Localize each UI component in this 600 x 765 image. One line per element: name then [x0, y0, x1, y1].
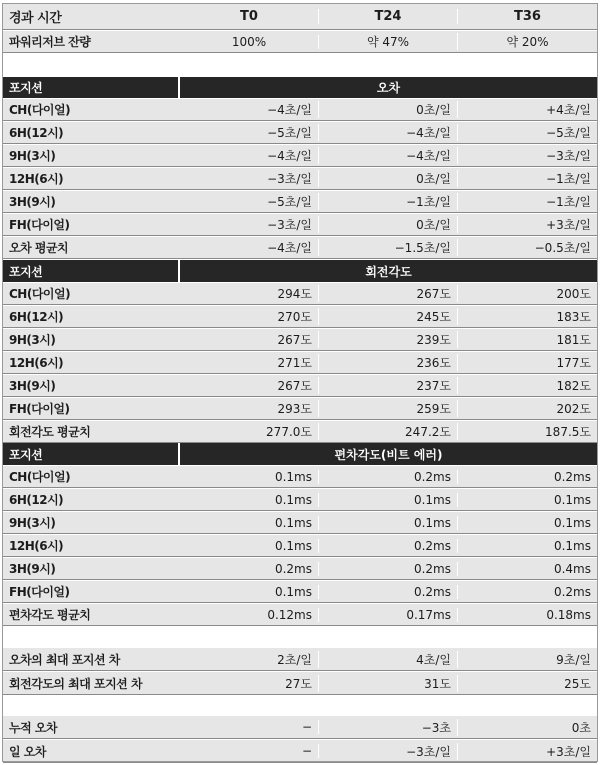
cumulative-t36-value: +3초/일 — [546, 744, 591, 759]
beat-error-row — [3, 535, 597, 557]
cumulative-t0-value: − — [180, 720, 319, 734]
amplitude-t24-value: 267도 — [319, 285, 458, 302]
error-position-label: 3H(9시) — [9, 195, 56, 209]
position-header-label: 포지션 — [3, 443, 180, 465]
max-diff-t24-value: 4초/일 — [319, 651, 458, 668]
beat-error-t0-value: 0.1ms — [180, 585, 319, 599]
error-t0-value: −3초/일 — [180, 216, 319, 233]
error-t36-value: −1초/일 — [546, 172, 591, 186]
beat-error-position-label: CH(다이얼) — [9, 470, 71, 484]
amplitude-t0-value: 277.0도 — [180, 423, 319, 440]
amplitude-t24-value: 245도 — [319, 308, 458, 325]
amplitude-row — [3, 283, 597, 305]
max-diff-row — [3, 672, 597, 695]
beat-error-position-label: 6H(12시) — [9, 493, 64, 507]
error-t24-value: −4초/일 — [319, 124, 458, 141]
beat-error-position-label: 편차각도 평균치 — [9, 608, 91, 622]
beat-error-t0-value: 0.1ms — [180, 493, 319, 507]
beat-error-t36-value: 0.1ms — [553, 515, 591, 530]
cumulative-row — [3, 716, 597, 739]
beat-error-row — [3, 604, 597, 626]
max-diff-t36-value: 9초/일 — [556, 652, 591, 667]
beat-section-title: 편차각도(비트 에러) — [334, 447, 443, 462]
amplitude-t36-value: 200도 — [556, 287, 591, 301]
amplitude-position-label: 3H(9시) — [9, 379, 56, 393]
amplitude-row — [3, 329, 597, 351]
power-reserve-t24: 약 47% — [319, 33, 458, 50]
amplitude-section-title: 회전각도 — [365, 264, 412, 279]
beat-error-t24-value: 0.1ms — [319, 493, 458, 507]
error-t0-value: −4초/일 — [180, 147, 319, 164]
amplitude-t0-value: 294도 — [180, 285, 319, 302]
max-diff-position-label: 회전각도의 최대 포지션 차 — [9, 676, 143, 691]
cumulative-position-label: 일 오차 — [9, 744, 46, 759]
col-t0-header: T0 — [180, 9, 319, 24]
amplitude-position-label: 9H(3시) — [9, 333, 56, 347]
amplitude-row — [3, 306, 597, 328]
elapsed-time-label: 경과 시간 — [9, 11, 62, 26]
beat-error-t36-value: 0.2ms — [553, 469, 591, 484]
beat-error-t24-value: 0.2ms — [319, 539, 458, 553]
error-t0-value: −5초/일 — [180, 193, 319, 210]
error-position-label: FH(다이얼) — [9, 218, 70, 232]
col-t36-header: T36 — [514, 9, 541, 24]
amplitude-position-label: FH(다이얼) — [9, 402, 70, 416]
amplitude-t24-value: 236도 — [319, 354, 458, 371]
error-position-label: CH(다이얼) — [9, 103, 71, 117]
beat-error-t0-value: 0.12ms — [180, 608, 319, 622]
amplitude-row — [3, 375, 597, 397]
amplitude-t36-value: 182도 — [556, 379, 591, 393]
amplitude-row — [3, 398, 597, 420]
power-reserve-t0: 100% — [180, 35, 319, 49]
beat-error-t0-value: 0.1ms — [180, 470, 319, 484]
amplitude-row — [3, 352, 597, 374]
position-header-label: 포지션 — [3, 77, 180, 98]
beat-error-position-label: 12H(6시) — [9, 539, 64, 553]
beat-error-t0-value: 0.2ms — [180, 562, 319, 576]
amplitude-t0-value: 267도 — [180, 377, 319, 394]
beat-error-t0-value: 0.1ms — [180, 516, 319, 530]
amplitude-t24-value: 237도 — [319, 377, 458, 394]
power-reserve-row — [3, 31, 597, 53]
beat-error-t36-value: 0.4ms — [553, 561, 591, 576]
amplitude-t24-value: 239도 — [319, 331, 458, 348]
col-t24-header: T24 — [319, 9, 458, 24]
beat-error-row — [3, 489, 597, 511]
beat-error-position-label: 9H(3시) — [9, 516, 56, 530]
error-position-label: 12H(6시) — [9, 172, 64, 186]
amplitude-t0-value: 267도 — [180, 331, 319, 348]
error-row — [3, 122, 597, 144]
max-diff-row — [3, 648, 597, 671]
beat-error-position-label: FH(다이얼) — [9, 585, 70, 599]
beat-error-position-label: 3H(9시) — [9, 562, 56, 576]
amplitude-t36-value: 177도 — [556, 356, 591, 370]
amplitude-t0-value: 270도 — [180, 308, 319, 325]
amplitude-t24-value: 259도 — [319, 400, 458, 417]
amplitude-row — [3, 421, 597, 443]
error-t36-value: +3초/일 — [546, 218, 591, 232]
error-t36-value: −3초/일 — [546, 149, 591, 163]
beat-error-t0-value: 0.1ms — [180, 539, 319, 553]
beat-error-t24-value: 0.17ms — [319, 608, 458, 622]
error-row — [3, 214, 597, 236]
amplitude-position-label: 회전각도 평균치 — [9, 425, 91, 439]
elapsed-time-header-row — [3, 4, 597, 30]
cumulative-t0-value: − — [180, 744, 319, 758]
position-header-label: 포지션 — [3, 260, 180, 282]
beat-error-t36-value: 0.18ms — [546, 607, 591, 622]
error-t36-value: −1초/일 — [546, 195, 591, 209]
error-t24-value: −1초/일 — [319, 193, 458, 210]
amplitude-t0-value: 271도 — [180, 354, 319, 371]
beat-error-row — [3, 581, 597, 603]
beat-error-t24-value: 0.2ms — [319, 585, 458, 599]
max-diff-t36-value: 25도 — [564, 676, 591, 691]
error-t24-value: −1.5초/일 — [319, 239, 458, 256]
beat-error-row — [3, 512, 597, 534]
error-position-label: 9H(3시) — [9, 149, 56, 163]
beat-error-t24-value: 0.2ms — [319, 562, 458, 576]
error-row — [3, 237, 597, 259]
beat-error-t24-value: 0.1ms — [319, 516, 458, 530]
error-t36-value: −5초/일 — [546, 126, 591, 140]
error-section-header — [3, 77, 597, 98]
error-t0-value: −3초/일 — [180, 170, 319, 187]
error-row — [3, 99, 597, 121]
amplitude-t24-value: 247.2도 — [319, 423, 458, 440]
max-diff-t0-value: 27도 — [180, 675, 319, 692]
error-row — [3, 145, 597, 167]
error-t0-value: −4초/일 — [180, 101, 319, 118]
amplitude-t36-value: 181도 — [556, 333, 591, 347]
amplitude-section-header — [3, 260, 597, 282]
power-reserve-t36: 약 20% — [506, 35, 549, 49]
beat-error-t36-value: 0.1ms — [553, 492, 591, 507]
amplitude-t36-value: 183도 — [556, 310, 591, 324]
beat-error-t36-value: 0.1ms — [553, 538, 591, 553]
beat-error-row — [3, 466, 597, 488]
amplitude-t36-value: 187.5도 — [545, 425, 591, 439]
error-t24-value: 0초/일 — [319, 216, 458, 233]
error-t0-value: −4초/일 — [180, 239, 319, 256]
beat-error-row — [3, 558, 597, 580]
error-t24-value: 0초/일 — [319, 101, 458, 118]
error-t36-value: +4초/일 — [546, 103, 591, 117]
amplitude-t36-value: 202도 — [556, 402, 591, 416]
power-reserve-label: 파워리저브 잔량 — [9, 35, 91, 49]
error-t36-value: −0.5초/일 — [534, 241, 591, 255]
cumulative-t24-value: −3초/일 — [319, 743, 458, 760]
beat-error-t24-value: 0.2ms — [319, 470, 458, 484]
amplitude-t0-value: 293도 — [180, 400, 319, 417]
amplitude-position-label: 6H(12시) — [9, 310, 64, 324]
max-diff-t24-value: 31도 — [319, 675, 458, 692]
beat-error-t36-value: 0.2ms — [553, 584, 591, 599]
error-position-label: 6H(12시) — [9, 126, 64, 140]
cumulative-position-label: 누적 오차 — [9, 720, 58, 735]
cumulative-t24-value: −3초 — [319, 719, 458, 736]
error-section-title: 오차 — [376, 81, 401, 95]
error-t24-value: −4초/일 — [319, 147, 458, 164]
cumulative-row — [3, 740, 597, 763]
error-row — [3, 191, 597, 213]
max-diff-t0-value: 2초/일 — [180, 651, 319, 668]
error-row — [3, 168, 597, 190]
cumulative-t36-value: 0초 — [571, 720, 591, 735]
error-t0-value: −5초/일 — [180, 124, 319, 141]
max-diff-position-label: 오차의 최대 포지션 차 — [9, 652, 120, 667]
error-t24-value: 0초/일 — [319, 170, 458, 187]
amplitude-position-label: 12H(6시) — [9, 356, 64, 370]
beat-section-header — [3, 443, 597, 465]
amplitude-position-label: CH(다이얼) — [9, 287, 71, 301]
error-position-label: 오차 평균치 — [9, 241, 69, 255]
